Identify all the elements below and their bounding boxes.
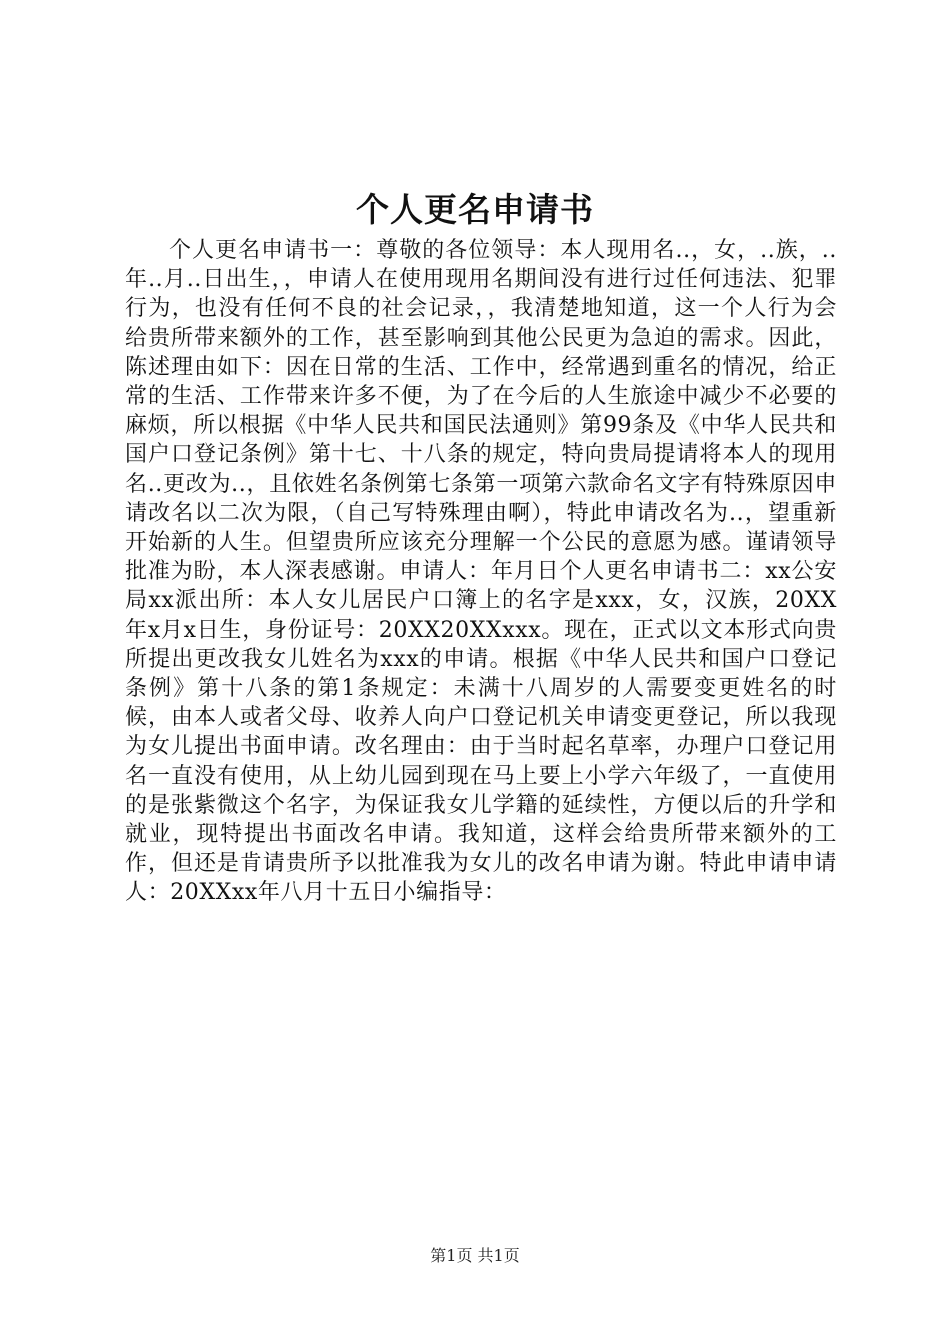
document-body: 个人更名申请书一：尊敬的各位领导：本人现用名..，女，..族，..年..月..日出生，，申请人在使用现用名期间没有进行过任何违法、犯罪行为，也没有任何不良的社会记录，，我清楚地知道，这一个人行为会给贵所带来额外的工作，甚至影响到其他公民更为急迫的需求。因此，陈述理由如下：因在日常的生活、工作中，经常遇到重名的情况，给正常的生活、工作带来许多不便，为了在今后的人生旅途中减少不必要的麻烦，所以根据《中华人民共和国民法通则》第99条及《中华人民共和国户口登记条例》第十七、十八条的规定，特向贵局提请将本人的现用名..更改为..，且依姓名条例第七条第一项第六款命名文字有特殊原因申请改名以二次为限，（自己写特殊理由啊），特此申请改名为..，望重新开始新的人生。但望贵所应该充分理解一个公民的意愿为感。谨请领导批准为盼，本人深表感谢。申请人：年月日个人更名申请书二：xx公安局xx派出所：本人女儿居民户口簿上的名字是xxx，女，汉族，20XX年x月x日生，身份证号：20XX20XXxxx。现在，正式以文本形式向贵所提出更改我女儿姓名为xxx的申请。根据《中华人民共和国户口登记条例》第十八条的第1条规定：未满十八周岁的人需要变更姓名的时候，由本人或者父母、收养人向户口登记机关申请变更登记，所以我现为女儿提出书面申请。改名理由：由于当时起名草率，办理户口登记用名一直没有使用，从上幼儿园到现在马上要上小学六年级了，一直使用的是张紫微这个名字，为保证我女儿学籍的延续性，方便以后的升学和就业，现特提出书面改名申请。我知道，这样会给贵所带来额外的工作，但还是肯请贵所予以批准我为女儿的改名申请为谢。特此申请申请人：20XXxx年八月十五日小编指导： (125, 238, 837, 906)
document-title: 个人更名申请书 (356, 190, 594, 229)
page-number-footer: 第1页 共1页 (430, 1246, 520, 1265)
